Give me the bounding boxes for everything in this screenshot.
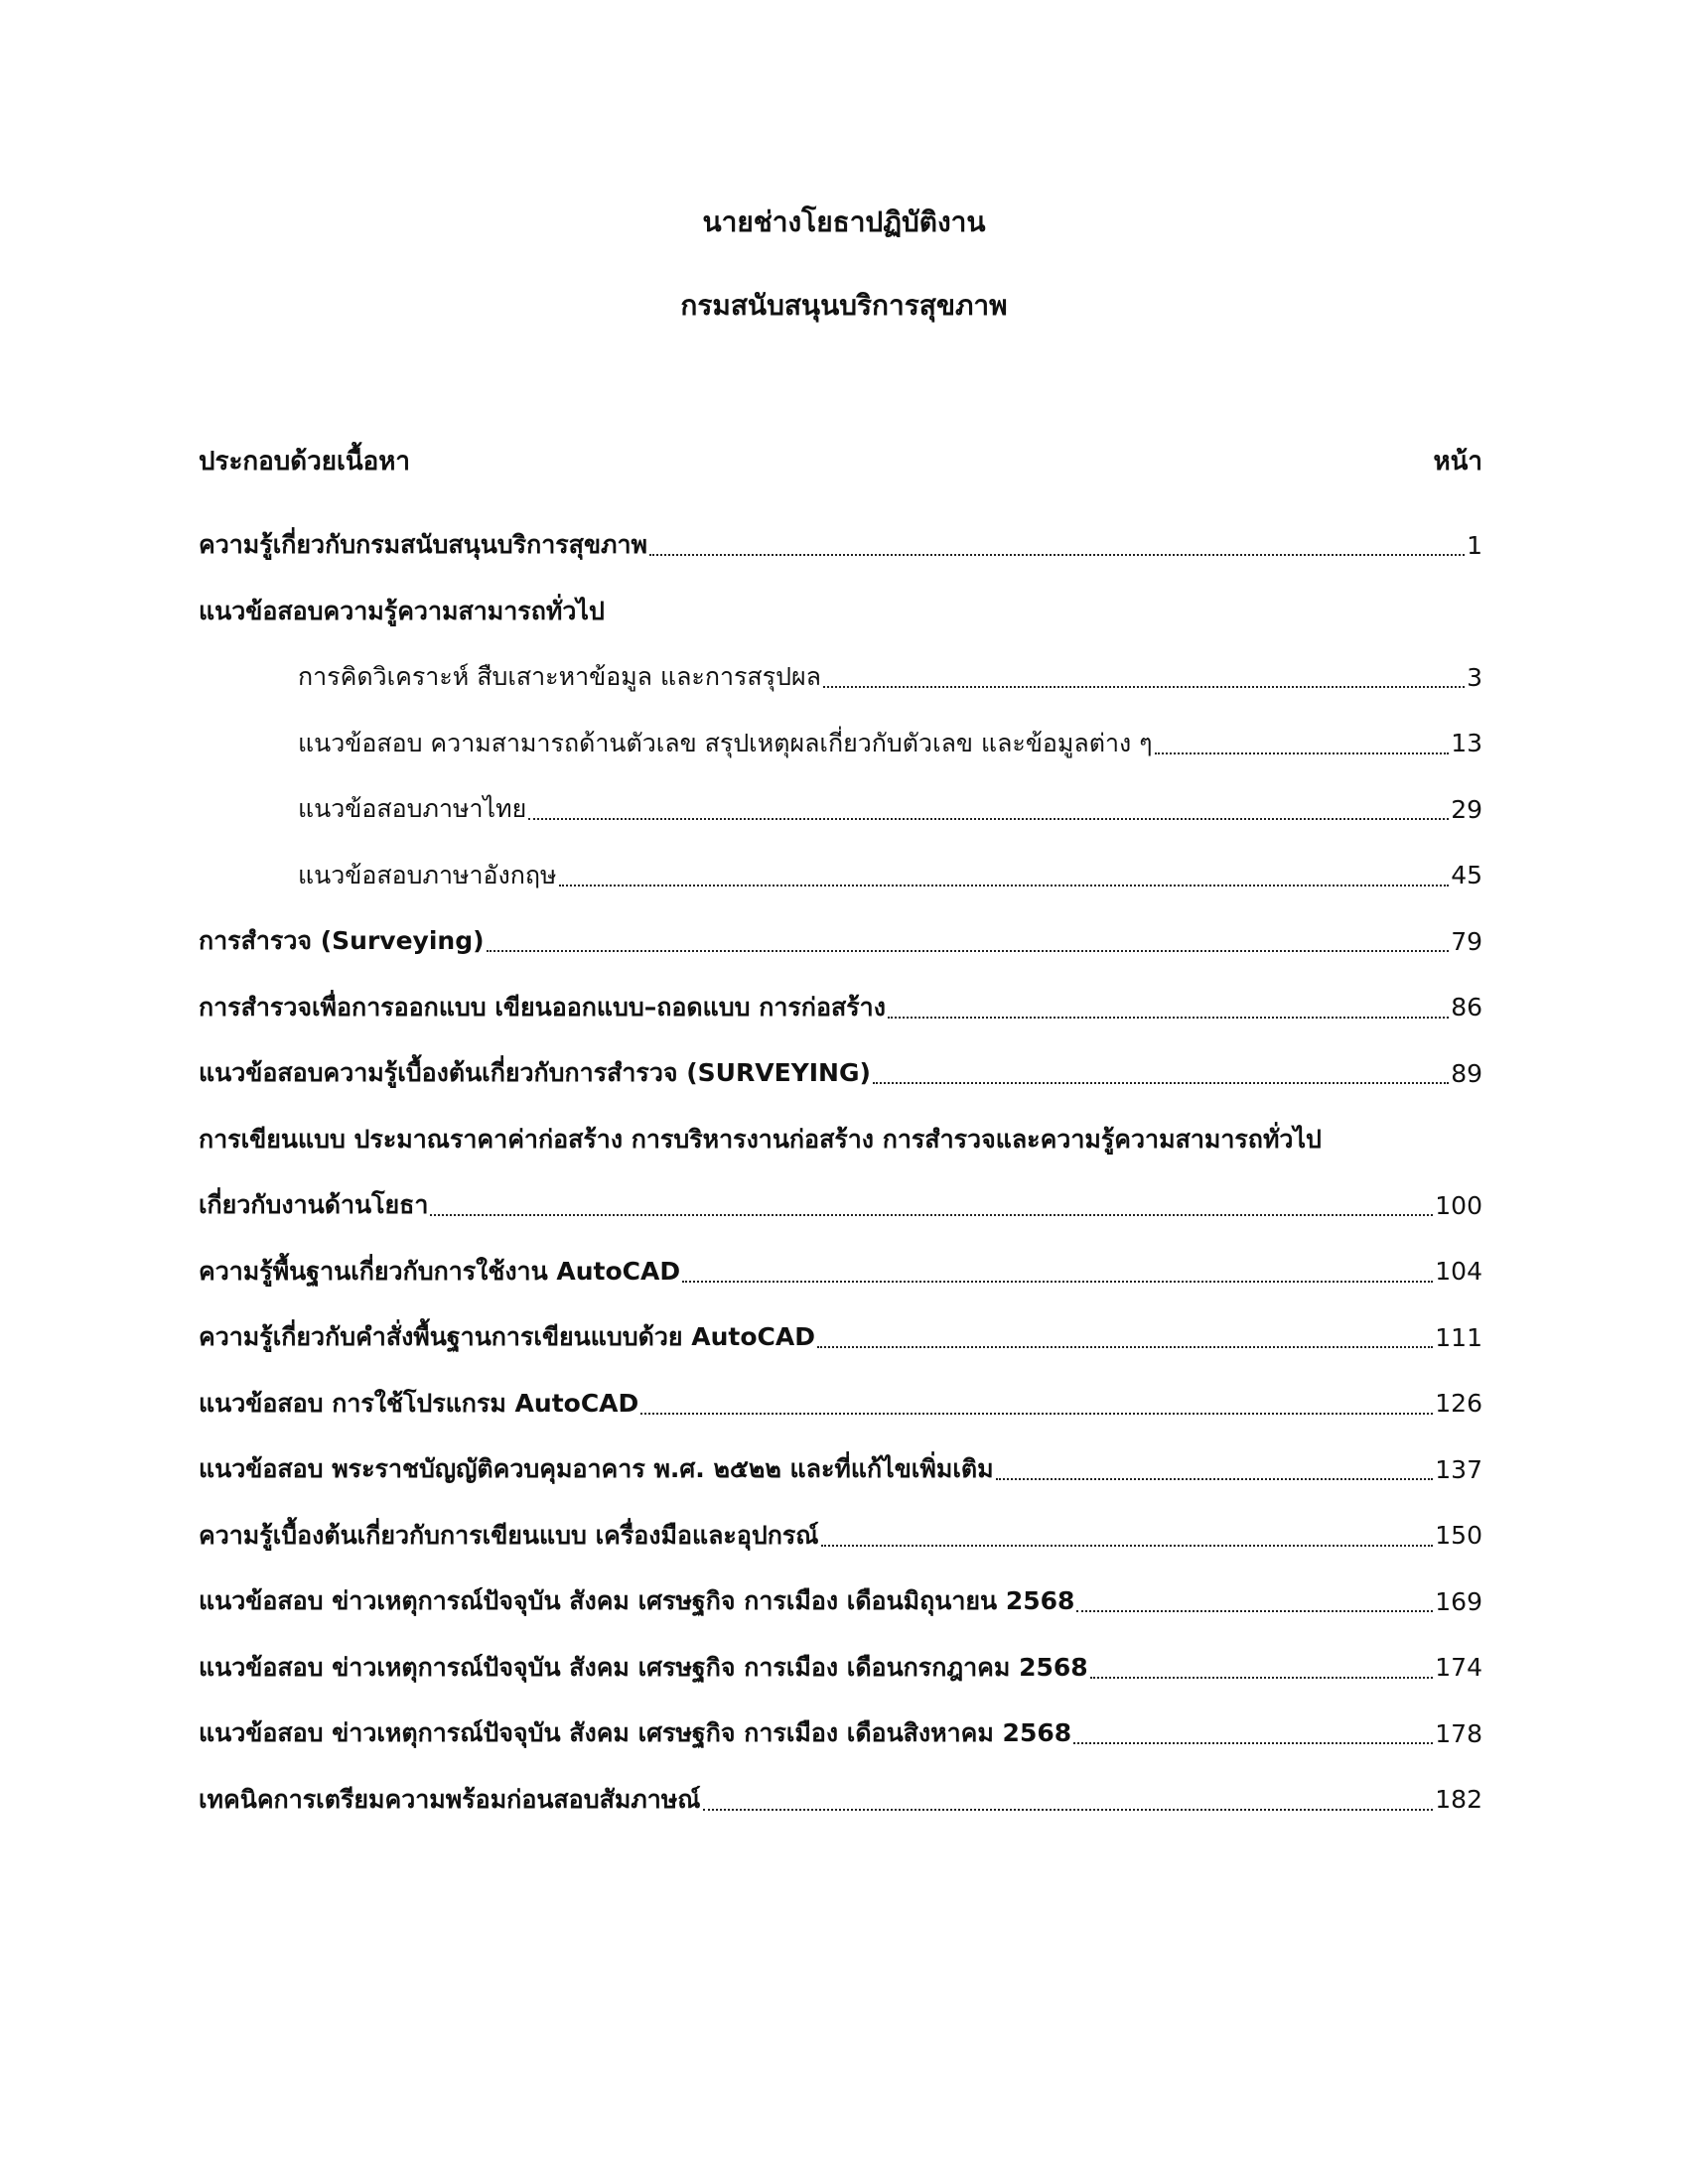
toc-entry-label: การสำรวจ (Surveying) xyxy=(199,926,485,956)
toc-entry-label: แนวข้อสอบ ข่าวเหตุการณ์ปัจจุบัน สังคม เศรษฐกิจ การเมือง เดือนกรกฎาคม 2568 xyxy=(199,1652,1088,1682)
toc-entry-page: 169 xyxy=(1435,1586,1482,1616)
toc-entry xyxy=(199,1503,1482,1570)
document-subtitle: กรมสนับสนุนบริการสุขภาพ xyxy=(680,289,1008,322)
dot-leader xyxy=(487,942,1450,952)
toc-entry-label: ความรู้พื้นฐานเกี่ยวกับการใช้งาน AutoCAD xyxy=(199,1256,681,1286)
toc-entry xyxy=(199,512,1482,579)
toc-entry-page: 178 xyxy=(1435,1718,1482,1748)
dot-leader xyxy=(821,1537,1434,1547)
toc-section-heading xyxy=(199,579,1482,645)
dot-leader xyxy=(1076,1602,1433,1612)
toc-subentry xyxy=(199,711,1482,777)
document-title: นายช่างโยธาปฏิบัติงาน xyxy=(702,205,986,238)
dot-leader xyxy=(430,1206,1433,1216)
toc-entry-page: 45 xyxy=(1451,861,1482,890)
toc-header xyxy=(199,441,1482,480)
toc-entry-label: แนวข้อสอบ ข่าวเหตุการณ์ปัจจุบัน สังคม เศรษฐกิจ การเมือง เดือนสิงหาคม 2568 xyxy=(199,1718,1072,1748)
dot-leader xyxy=(996,1470,1434,1480)
dot-leader xyxy=(873,1074,1449,1084)
dot-leader xyxy=(528,810,1449,820)
toc-entry-page: 104 xyxy=(1435,1257,1482,1287)
toc-entry-label: การคิดวิเคราะห์ สืบเสาะหาข้อมูล และการสรุปผล xyxy=(298,662,821,692)
toc-entry-label: ความรู้เบื้องต้นเกี่ยวกับการเขียนแบบ เครื่องมือและอุปกรณ์ xyxy=(199,1520,819,1550)
toc-entry-label: แนวข้อสอบความรู้เบื้องต้นเกี่ยวกับการสำรวจ (SURVEYING) xyxy=(199,1058,871,1088)
toc-entry-label: การเขียนแบบ ประมาณราคาค่าก่อสร้าง การบริหารงานก่อสร้าง การสำรวจและความรู้ความสามารถทั่วไป xyxy=(199,1124,1322,1154)
toc-header-contents-label: ประกอบด้วยเนื้อหา xyxy=(199,446,411,477)
toc-entry-page: 174 xyxy=(1435,1653,1482,1683)
dot-leader xyxy=(1155,745,1450,754)
toc-subentry xyxy=(199,776,1482,843)
toc-entry-page: 182 xyxy=(1435,1785,1482,1815)
toc-entry-page: 126 xyxy=(1435,1389,1482,1419)
toc-entry xyxy=(199,1701,1482,1767)
toc-entry-page: 79 xyxy=(1451,926,1482,956)
dot-leader xyxy=(1090,1669,1434,1679)
toc-entry-label: ความรู้เกี่ยวกับคำสั่งพื้นฐานการเขียนแบบด้วย AutoCAD xyxy=(199,1322,815,1352)
toc-entry-label: เกี่ยวกับงานด้านโยธา xyxy=(199,1190,429,1220)
toc-entry xyxy=(199,1239,1482,1305)
toc-entry xyxy=(199,1767,1482,1834)
toc-subentry xyxy=(199,644,1482,711)
toc-header-page-label: หน้า xyxy=(1433,446,1482,477)
toc-entry-page: 137 xyxy=(1435,1454,1482,1484)
dot-leader xyxy=(649,546,1465,556)
toc-entry-page: 150 xyxy=(1435,1521,1482,1551)
toc-entry xyxy=(199,975,1482,1041)
toc-entry-label: เทคนิคการเตรียมความพร้อมก่อนสอบสัมภาษณ์ xyxy=(199,1784,701,1814)
dot-leader xyxy=(640,1405,1433,1415)
toc-entry-label: แนวข้อสอบ พระราชบัญญัติควบคุมอาคาร พ.ศ. ๒๕๒๒ และที่แก้ไขเพิ่มเติม xyxy=(199,1454,994,1484)
toc-entry-label: แนวข้อสอบ ความสามารถด้านตัวเลข สรุปเหตุผลเกี่ยวกับตัวเลข และข้อมูลต่าง ๆ xyxy=(298,728,1153,757)
toc-entry-label: แนวข้อสอบ การใช้โปรแกรม AutoCAD xyxy=(199,1388,639,1418)
dot-leader xyxy=(1073,1734,1433,1744)
table-of-contents xyxy=(199,512,1482,1833)
toc-entry-line1 xyxy=(199,1107,1482,1173)
dot-leader xyxy=(888,1009,1449,1019)
toc-entry-page: 1 xyxy=(1467,530,1482,560)
dot-leader xyxy=(703,1801,1434,1811)
toc-entry xyxy=(199,1635,1482,1702)
toc-entry-label: แนวข้อสอบ ข่าวเหตุการณ์ปัจจุบัน สังคม เศรษฐกิจ การเมือง เดือนมิถุนายน 2568 xyxy=(199,1586,1075,1616)
toc-entry-page: 3 xyxy=(1467,662,1482,692)
toc-entry-label: แนวข้อสอบภาษาไทย xyxy=(298,794,527,824)
dot-leader xyxy=(823,678,1465,688)
toc-entry-label: แนวข้อสอบภาษาอังกฤษ xyxy=(298,860,557,889)
toc-entry-label: การสำรวจเพื่อการออกแบบ เขียนออกแบบ–ถอดแบบ การก่อสร้าง xyxy=(199,992,886,1022)
toc-entry xyxy=(199,1304,1482,1371)
dot-leader xyxy=(817,1338,1433,1348)
toc-entry-page: 29 xyxy=(1451,794,1482,824)
toc-entry xyxy=(199,1371,1482,1437)
toc-entry-page: 111 xyxy=(1435,1322,1482,1352)
dot-leader xyxy=(682,1273,1433,1283)
toc-entry xyxy=(199,1569,1482,1635)
toc-entry-page: 86 xyxy=(1451,993,1482,1023)
dot-leader xyxy=(559,877,1450,887)
toc-entry xyxy=(199,1436,1482,1503)
toc-entry-line2 xyxy=(199,1172,1482,1239)
toc-entry-label: ความรู้เกี่ยวกับกรมสนับสนุนบริการสุขภาพ xyxy=(199,530,648,560)
toc-entry xyxy=(199,908,1482,975)
toc-entry-label: แนวข้อสอบความรู้ความสามารถทั่วไป xyxy=(199,596,605,625)
toc-entry-page: 100 xyxy=(1435,1190,1482,1220)
toc-subentry xyxy=(199,843,1482,909)
toc-entry xyxy=(199,1040,1482,1107)
toc-entry-page: 89 xyxy=(1451,1058,1482,1088)
toc-entry-page: 13 xyxy=(1451,729,1482,758)
